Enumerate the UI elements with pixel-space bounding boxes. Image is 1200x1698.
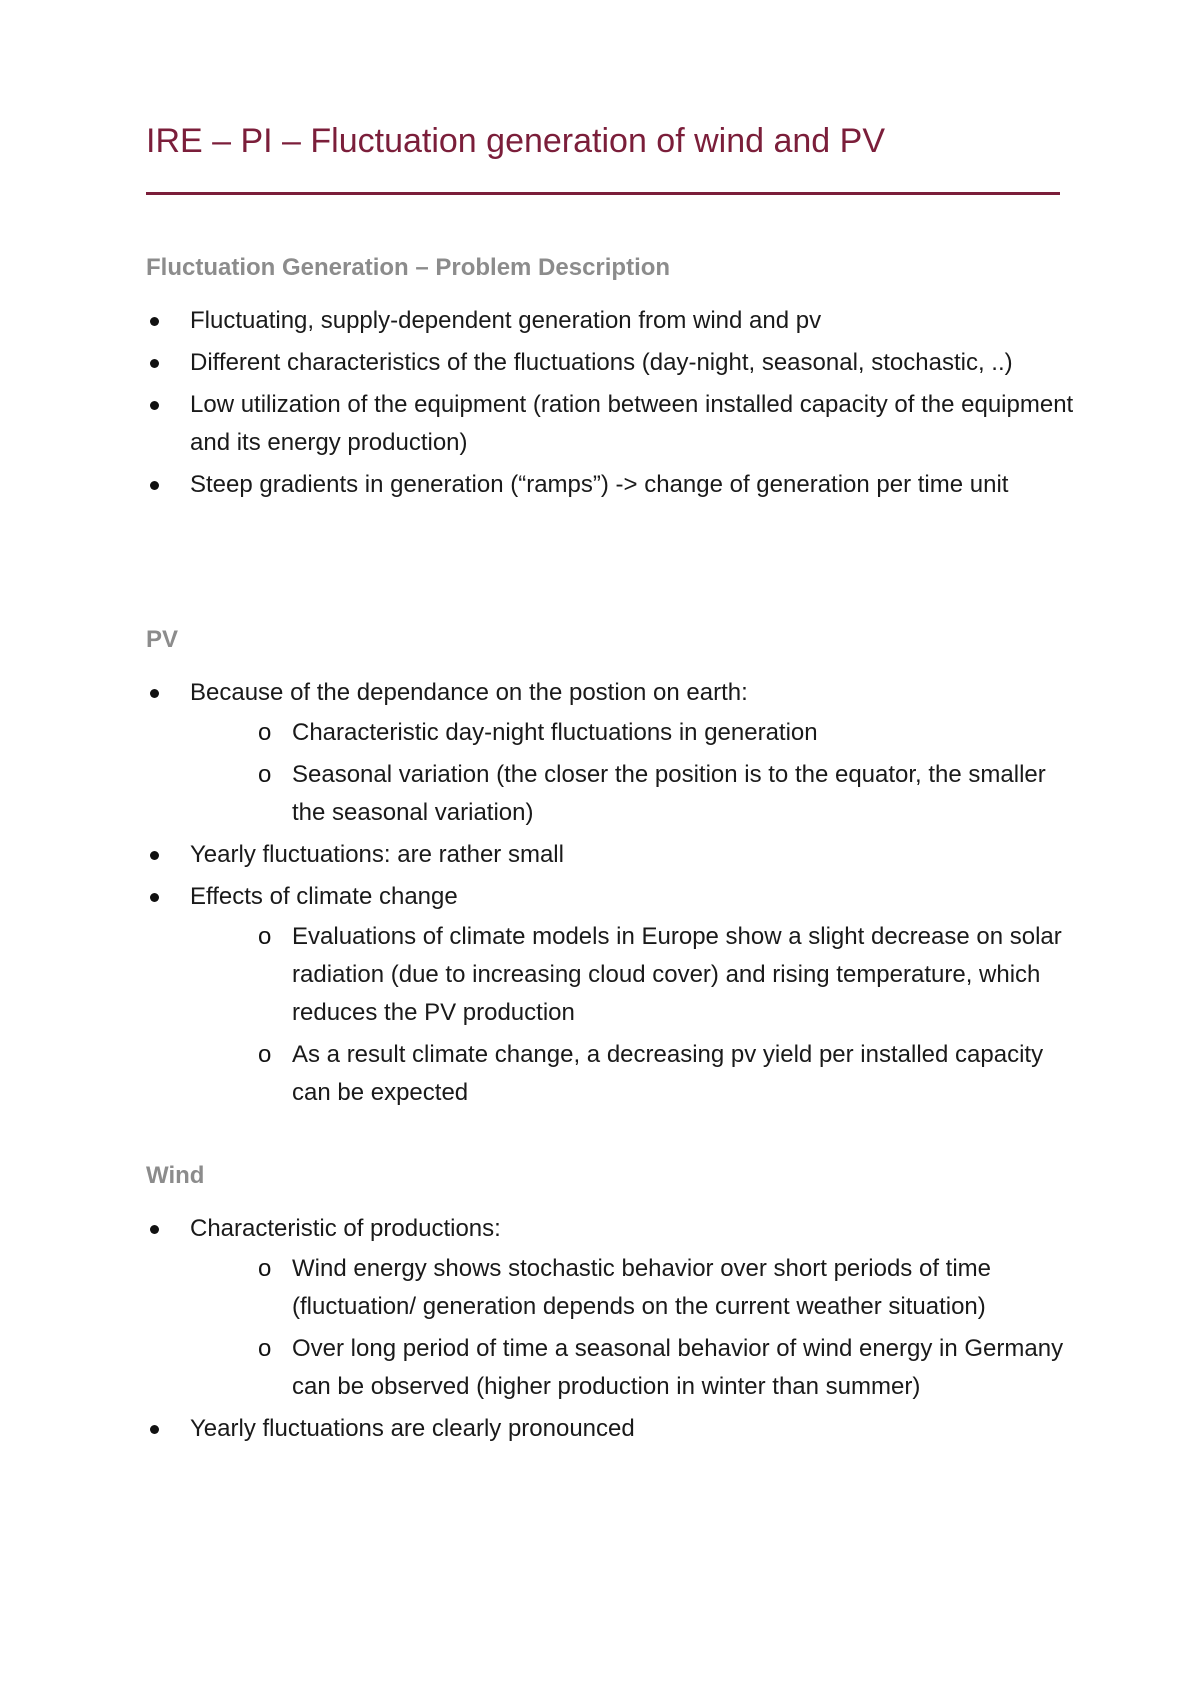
sub-list-item-text: Characteristic day-night fluctuations in generation <box>292 719 818 746</box>
page-title: IRE – PI – Fluctuation generation of wind and PV <box>146 122 886 160</box>
circle-bullet-icon: o <box>258 1255 272 1282</box>
sub-list-item-text: Seasonal variation (the closer the position is to the equator, the smaller the seasonal variation) <box>292 761 1046 826</box>
bullet-icon <box>150 317 159 326</box>
bullet-icon <box>150 401 159 410</box>
circle-bullet-icon: o <box>258 761 272 788</box>
list-item <box>146 1210 1076 1406</box>
bullet-icon <box>150 689 159 698</box>
list-item <box>146 386 1076 462</box>
bullet-icon <box>150 893 159 902</box>
list-item <box>146 344 1076 382</box>
list-item <box>146 466 1076 504</box>
section-heading: Fluctuation Generation – Problem Description <box>146 254 671 281</box>
sub-list <box>190 714 1076 832</box>
bullet-icon <box>150 481 159 490</box>
section-pv <box>146 624 1076 1116</box>
sub-list-item-text: Evaluations of climate models in Europe show a slight decrease on solar radiation (due to increasing cloud cover) and rising temperature, which reduces the PV production <box>292 923 1062 1026</box>
sub-list-item <box>146 1330 1076 1406</box>
list-item <box>146 836 1076 874</box>
sub-list-item-text: Wind energy shows stochastic behavior over short periods of time (fluctuation/ generation depends on the current weather situation) <box>292 1255 991 1320</box>
list-item-text: Different characteristics of the fluctuations (day-night, seasonal, stochastic, ..) <box>190 349 1013 376</box>
list-item-text: Low utilization of the equipment (ration between installed capacity of the equipment and its energy production) <box>190 391 1074 456</box>
sub-list-item <box>146 918 1076 1032</box>
list-item-text: Effects of climate change <box>190 883 458 910</box>
list-item <box>146 1410 1076 1448</box>
list-item-text: Fluctuating, supply-dependent generation from wind and pv <box>190 307 822 334</box>
bullet-list <box>146 674 1076 1112</box>
list-item <box>146 878 1076 1112</box>
bullet-icon <box>150 359 159 368</box>
sub-list-item <box>146 1036 1076 1112</box>
section-problem-description <box>146 252 1076 508</box>
list-item-text: Because of the dependance on the postion on earth: <box>190 679 748 706</box>
sub-list-item-text: As a result climate change, a decreasing pv yield per installed capacity can be expected <box>292 1041 1044 1106</box>
sub-list-item <box>146 756 1076 832</box>
list-item-text: Characteristic of productions: <box>190 1215 501 1242</box>
circle-bullet-icon: o <box>258 923 272 950</box>
list-item <box>146 302 1076 340</box>
circle-bullet-icon: o <box>258 1041 272 1068</box>
section-heading: PV <box>146 626 179 653</box>
section-wind <box>146 1160 1076 1452</box>
bullet-icon <box>150 1425 159 1434</box>
bullet-icon <box>150 1225 159 1234</box>
list-item-text: Yearly fluctuations: are rather small <box>190 841 564 868</box>
circle-bullet-icon: o <box>258 719 272 746</box>
list-item <box>146 674 1076 832</box>
title-divider <box>146 192 1060 195</box>
sub-list <box>190 918 1076 1112</box>
list-item-text: Steep gradients in generation (“ramps”) -> change of generation per time unit <box>190 471 1009 498</box>
sub-list-item-text: Over long period of time a seasonal behavior of wind energy in Germany can be observed (higher production in winter than summer) <box>292 1335 1064 1400</box>
bullet-list <box>146 1210 1076 1448</box>
bullet-icon <box>150 851 159 860</box>
list-item-text: Yearly fluctuations are clearly pronounced <box>190 1415 635 1442</box>
sub-list-item <box>146 714 1076 752</box>
sub-list <box>190 1250 1076 1406</box>
section-heading: Wind <box>146 1162 205 1189</box>
bullet-list <box>146 302 1076 504</box>
circle-bullet-icon: o <box>258 1335 272 1362</box>
sub-list-item <box>146 1250 1076 1326</box>
